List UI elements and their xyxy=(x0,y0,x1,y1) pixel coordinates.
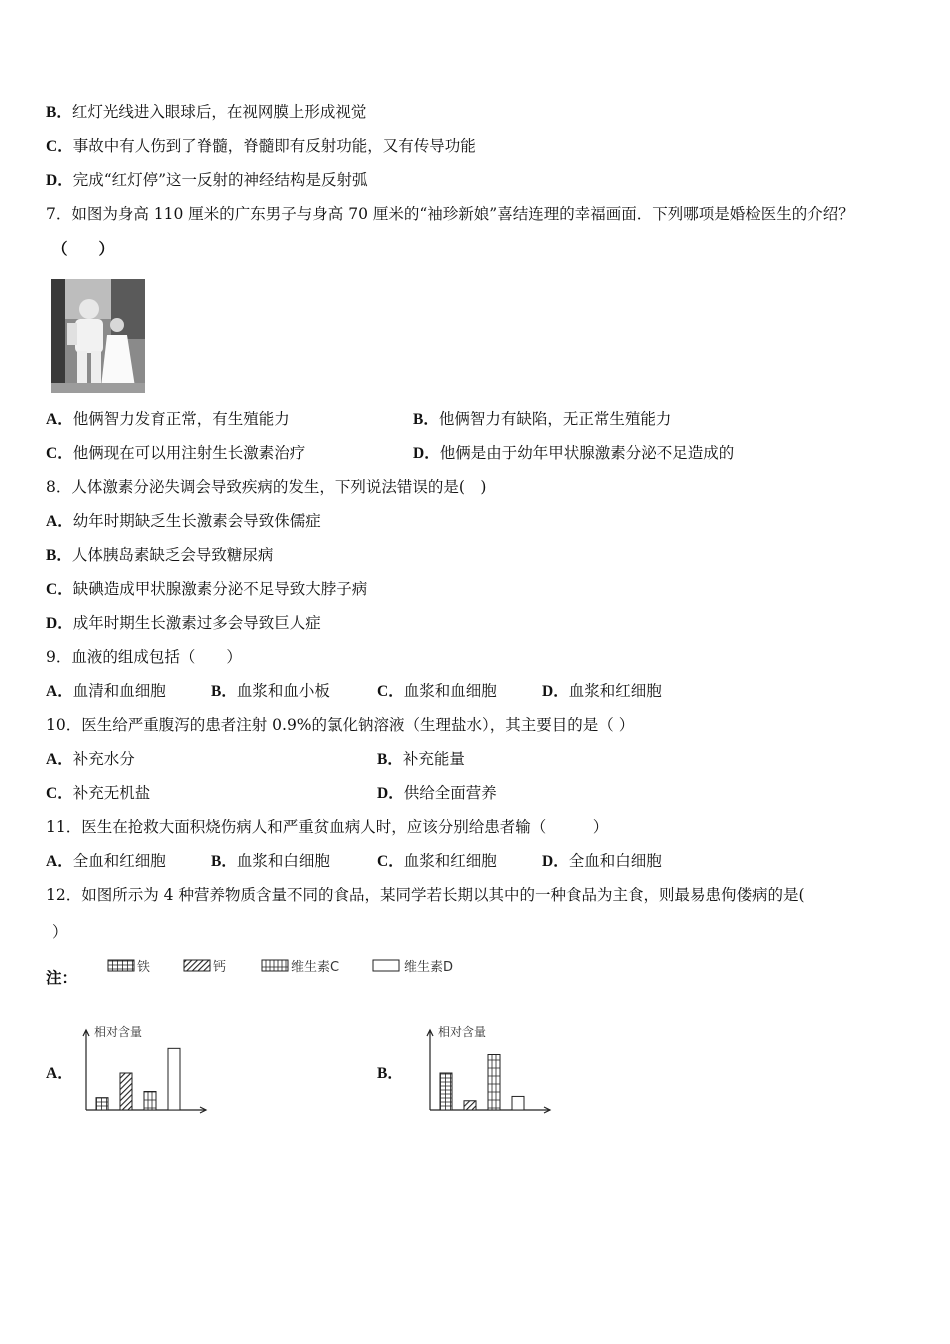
wedding-photo xyxy=(51,279,145,393)
bar-1 xyxy=(440,1073,452,1110)
bar-3 xyxy=(488,1055,500,1111)
y-axis-label: 相对含量 xyxy=(94,1025,143,1039)
bar-4 xyxy=(512,1096,524,1110)
q9-option-d: D．血浆和红细胞 xyxy=(542,682,662,700)
q7-option-b: B．他俩智力有缺陷，无正常生殖能力 xyxy=(413,410,672,428)
q8-stem: 8．人体激素分泌失调会导致疾病的发生，下列说法错误的是( ) xyxy=(46,478,487,496)
q8-option-d: D．成年时期生长激素过多会导致巨人症 xyxy=(46,614,321,632)
legend-iron-label: 铁 xyxy=(137,960,151,975)
q6-option-c: C．事故中有人伤到了脊髓，脊髓即有反射功能，又有传导功能 xyxy=(46,137,476,155)
bar-2 xyxy=(120,1073,132,1110)
q12-stem: 12．如图所示为 4 种营养物质含量不同的食品，某同学若长期以其中的一种食品为主食，则最易患佝偻病的是( xyxy=(46,886,805,904)
chart-a-option-label: A． xyxy=(46,1065,73,1082)
q10-option-d: D．供给全面营养 xyxy=(377,784,497,802)
q10-stem: 10．医生给严重腹泻的患者注射 0.9%的氯化钠溶液（生理盐水），其主要目的是（ ） xyxy=(46,716,635,734)
bar-2 xyxy=(464,1101,476,1110)
q8-option-b: B．人体胰岛素缺乏会导致糖尿病 xyxy=(46,546,274,564)
bar-4 xyxy=(168,1048,180,1110)
chart-legend xyxy=(100,955,480,979)
q7-option-c: C．他俩现在可以用注射生长激素治疗 xyxy=(46,444,306,462)
q9-option-c: C．血浆和血细胞 xyxy=(377,682,497,700)
q10-option-c: C．补充无机盐 xyxy=(46,784,151,802)
chart-b xyxy=(418,1016,558,1120)
q6-option-b: B．红灯光线进入眼球后，在视网膜上形成视觉 xyxy=(46,103,367,121)
q9-option-b: B．血浆和血小板 xyxy=(211,682,330,700)
q10-option-a: A．补充水分 xyxy=(46,750,135,768)
legend-calcium-label: 钙 xyxy=(213,960,227,975)
q9-stem: 9．血液的组成包括（ ） xyxy=(46,648,242,666)
q7-option-d: D．他俩是由于幼年甲状腺激素分泌不足造成的 xyxy=(413,444,735,462)
q11-stem: 11．医生在抢救大面积烧伤病人和严重贫血病人时，应该分别给患者输（ ） xyxy=(46,818,609,836)
q10-option-b: B．补充能量 xyxy=(377,750,465,768)
chart-a xyxy=(74,1016,214,1120)
q7-stem: 7．如图为身高 110 厘米的广东男子与身高 70 厘米的“袖珍新娘”喜结连理的幸福画面．下列哪项是婚检医生的介绍？ xyxy=(46,205,854,223)
q12-note-label: 注： xyxy=(46,970,78,987)
legend-vitamin-d-label: 维生素D xyxy=(404,960,454,975)
chart-b-option-label: B． xyxy=(377,1065,403,1082)
q11-option-c: C．血浆和红细胞 xyxy=(377,852,497,870)
q11-option-b: B．血浆和白细胞 xyxy=(211,852,330,870)
y-axis-label: 相对含量 xyxy=(438,1025,487,1039)
bar-3 xyxy=(144,1092,156,1111)
q7-option-a: A．他俩智力发育正常，有生殖能力 xyxy=(46,410,290,428)
legend-vitamin-c-label: 维生素C xyxy=(291,960,340,975)
q11-option-d: D．全血和白细胞 xyxy=(542,852,662,870)
q6-option-d: D．完成“红灯停”这一反射的神经结构是反射弧 xyxy=(46,171,368,189)
q9-option-a: A．血清和血细胞 xyxy=(46,682,166,700)
q8-option-c: C．缺碘造成甲状腺激素分泌不足导致大脖子病 xyxy=(46,580,368,598)
q12-paren-close: ） xyxy=(52,923,68,941)
q11-option-a: A．全血和红细胞 xyxy=(46,852,166,870)
q8-option-a: A．幼年时期缺乏生长激素会导致侏儒症 xyxy=(46,512,321,530)
bar-1 xyxy=(96,1098,108,1110)
q7-answer-paren: （ ） xyxy=(52,241,115,258)
